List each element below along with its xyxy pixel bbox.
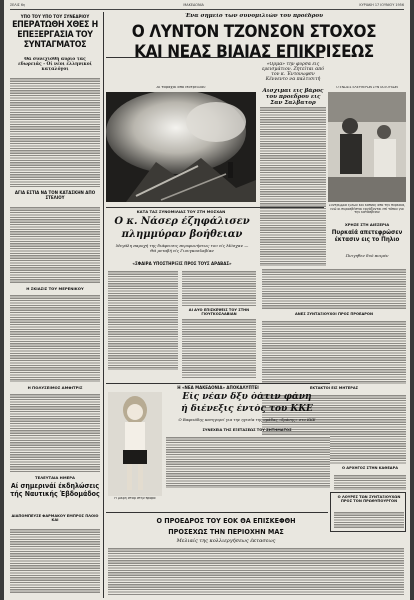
kke-lead: Ο Βαφειάδης κατηγορεί για την ηγεσία της ομάδας «δράσης» στο ΚΚΕ [178,417,316,422]
left-subhead: Θά συνεχισθή αύριο τάς εδωρειάς - Οί νέοι έλληνικοί καταλόγοι [18,57,92,72]
nasser-headline-1: Ο κ. Νάσερ έζηφάλισεν [114,216,250,227]
right-body-2 [262,320,406,384]
nasser-body-2 [182,270,256,306]
right-body-1 [262,268,406,310]
left-mini-head-1: Η ΣΚΙΑΣΙΣ ΤΟΥ ΜΕΡΕΝΙΚΟΥ [26,286,84,291]
page-date: ΚΥΡΙΑΚΗ 17 ΙΟΥΝΙΟΥ 1956 [359,3,404,7]
kke-body [166,436,330,488]
nasser-kicker: ΚΑΤΑ ΤΑΣ ΣΥΝΟΜΙΛΙΑΣ ΤΟΥ ΣΤΗ ΜΟΣΧΑΝ [136,209,226,214]
nasser-subhead: «ΣΦΑΙΡΑ ΥΠΟΣΤΗΡΙΞΙΣ ΠΡΟΣ ΤΟΥΣ ΑΡΑΒΑΣ» [132,261,232,266]
page-header [10,2,404,10]
bottom-rule [106,512,328,513]
page-number: ΣΕΛΙΣ 6η [10,3,26,7]
right-kicker: ΧΡΗΣΕ ΣΤΗ ΔΙΕΣΕΡΙΑ [344,222,390,227]
left-kicker: ΥΠΟ ΤΟΥ ΥΠΟ ΤΟΥ ΣΥΝΕΔΡΙΟΥ [20,14,90,19]
left-bottom-sub: ΔΙΑΠΟΜΠΕΥΣΕ ΦΑΡΜΑΚΟΥ ΕΜΠΡΟΣ ΠΛΟΙΟ ΚΑΙ [11,514,99,522]
nasser-rule [106,207,324,208]
main-quote: «Όρμα» την φύρσα είς ερεισμάτιον. Ζητείται από τον κ. Έντονωφσν Κέννεντο να παλτισιτή [261,62,325,82]
right-headline: Πυρκαϊά απετεφρώσεν έκτασιν εις το Πηλιο [331,229,403,243]
kke-rule [106,383,330,384]
nasser-headline-2: πλημμύραν βοήθειαν [121,229,243,240]
left-bottom-headline: Αί σημερινάί έκδηλώσεις τής Ναυτικής Έβδομάδος [10,482,100,498]
right-mini-head-3: Ο ΑΡΧΗΓΟΣ ΣΤΗΝ ΚΑΘΕΔΡΑ [342,466,398,470]
newspaper-page [4,0,410,600]
main-headline-1: Ο ΛΥΝΤΟΝ ΤΖΟΝΣΟΝ ΣΤΟΧΟΣ [131,22,377,42]
nasser-body-1 [108,270,178,370]
main-body [260,106,326,266]
left-headline: ΕΠΕΡΑΤΩΘΗ ΧΘΕΣ Η ΕΠΕΞΕΡΓΑΣΙΑ ΤΟΥ ΣΥΝΤΑΓΜΑΤΟΣ [12,20,98,50]
left-body-2 [10,206,100,284]
kke-headline-2: ή διένεξις έντός του ΚΚΕ [181,404,313,414]
right-subhead: Πνιγηθεν δυό ποιμέν [345,253,389,258]
right-body-4 [334,474,406,490]
right-box-text: Ο ΛΟΥΡΕΣ ΤΩΝ ΣΥΝΤΑΞΙΟΥΧΩΝ ΠΡΟΣ ΤΟΝ ΠΡΩΘΥΠΟΥΡΓΟΝ [337,495,401,503]
woman-photo [108,392,162,496]
right-top-caption: Ο ΕΝΩΣΙΣ ΕΛΕΥΘΕΡΩΝ ΣΥΝΤΑΞΙΟΥΧΩΝ [336,86,398,89]
left-body-4 [10,393,100,473]
fire-caption: Συντρίμμια ξύλων και καπνός από την πυρκαϊά, ενώ οι πυροσβέσται εργάζονται επί τόπου για την κατάσβεσιν [328,204,406,215]
kke-subhead: ΣΥΝΕΧΕΙΑ ΤΗΣ ΕΞΕΤΑΣΕΩΣ ΤΟΥ ΖΗΤΗΜΑΤΟΣ [202,428,292,432]
main-headline-2: ΚΑΙ ΝΕΑΣ ΒΙΑΙΑΣ ΕΠΙΚΡΙΣΕΩΣ [134,42,374,62]
right-mini-head-2: ΕΚΤΑΚΤΟΙ ΕΙΣ ΜΗΤΕΡΑΣ [309,386,359,390]
right-box-body [334,511,404,529]
column-rule [103,12,104,598]
nasser-body-3 [182,318,256,378]
right-top-photo [328,92,406,202]
left-body-1 [10,77,100,187]
right-mini-head-1: ΑΝΕΣ ΣΥΝΤΑΞΙΟΥΧΟΙ ΠΡΟΣ ΠΡΟΕΔΡΟΝ [295,312,373,316]
bottom-headline-2: ΠΡΟΣΕΧΩΣ ΤΗΝ ΠΕΡΙΟΧΗΝ ΜΑΣ [168,527,284,536]
fire-photo [106,92,256,202]
woman-photo-caption: Η μικρή σταρ στην πρόβα [114,497,156,500]
left-body-5 [10,528,100,594]
main-subhead: Αισχιμαι εις βάρος του προεδρου εις Σαν Σαλβατορ [262,88,324,106]
left-mini-head-2: Η ΠΟΛΥΣΕΙΜΟΣ ΑΜΦΙΤΡΙΣ [27,385,83,390]
paper-name: ΜΑΚΕΔΟΝΙΑ [183,3,204,7]
right-box [330,492,406,532]
kke-headline-1: Είς νέαν δξυ όάτιν φάνη [182,392,312,402]
nasser-lead: Μεγάλη παροχή της διάφευσις περιφωνήσεως του είς Μόσχαν — Θά μεταβή είς Γιουγκοσλαβίαν [115,243,249,253]
kke-kicker: Η «ΝΕΑ ΜΑΚΕΔΟΝΙΑ» ΑΠΟΚΑΛΥΠΤΕΙ [177,385,259,390]
bottom-subhead: Μελιαίς της κολλιεργήσεως έκτασεως [176,538,276,544]
bottom-headline-1: Ο ΠΡΟΕΔΡΟΣ ΤΟΥ ΕΟΚ ΘΑ ΕΠΙΣΚΕΦΘΗ [156,516,296,525]
left-section-label: ΤΕΛΕΥΤΑΙΑ ΗΜΕΡΑ [35,475,75,480]
nasser-mid-head: ΑΙ ΔΥΟ ΕΠΙΣΚΕΨΕΙΣ ΤΟΥ ΣΤΗΝ ΓΙΟΥΓΚΟΣΛΑΒΙΑΝ [188,308,250,316]
main-photo-caption: Αι ταραχαί από Μοτρελλού [156,86,206,89]
left-box-title: ΑΓΙΑ ΕΣΤΙΑ ΝΑ ΤΟΝ ΚΑΤΑΣΚΗΝ ΑΠΟ ΣΤΕΛΙΟΥ [14,190,96,200]
left-body-3 [10,294,100,382]
bottom-body [108,547,404,595]
main-kicker: Ένα σημείο των συνομιλιών του προέδρου [185,13,323,19]
